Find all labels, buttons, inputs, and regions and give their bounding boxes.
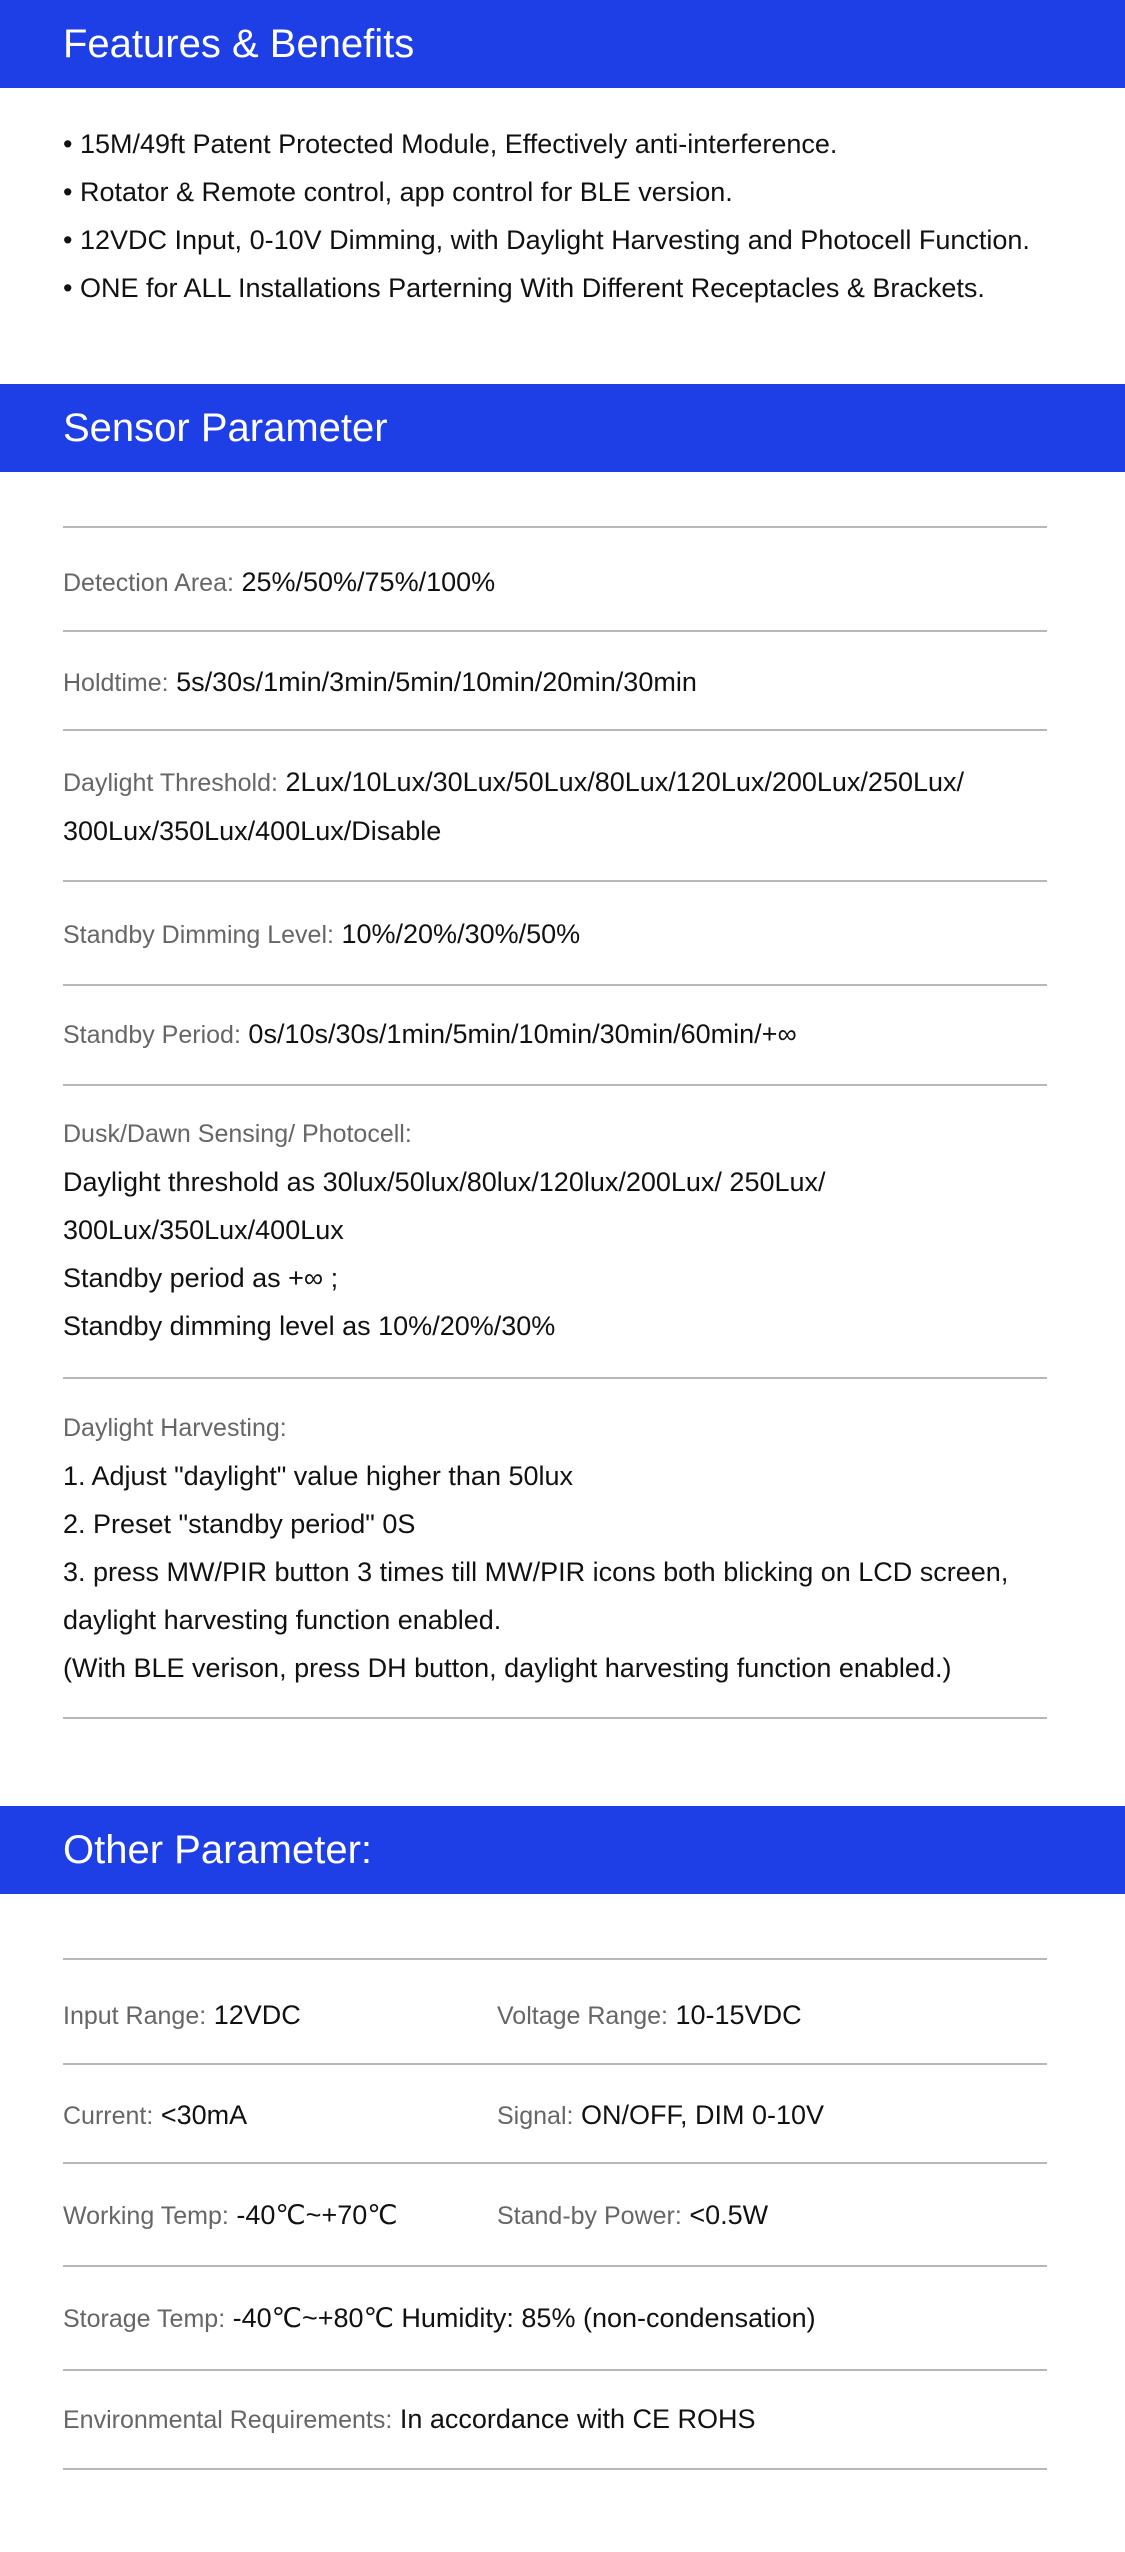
divider: [63, 630, 1047, 632]
environmental-value: In accordance with CE ROHS: [399, 2404, 756, 2434]
working-temp-label: Working Temp:: [63, 2202, 229, 2230]
current-signal-row: [63, 2091, 1053, 2140]
feature-item: • 15M/49ft Patent Protected Module, Effectively anti-interference.: [63, 120, 1063, 168]
standby-period-value: 0s/10s/30s/1min/5min/10min/30min/60min/+∞: [248, 1019, 797, 1049]
daylight-harvesting-label: Daylight Harvesting:: [63, 1414, 287, 1442]
daylight-threshold-label: Daylight Threshold:: [63, 769, 278, 797]
detection-area-label: Detection Area:: [63, 569, 234, 597]
holdtime-row: [63, 658, 1053, 707]
daylight-threshold-row: [63, 758, 1053, 855]
signal-label: Signal:: [497, 2102, 574, 2130]
environmental-label: Environmental Requirements:: [63, 2406, 393, 2434]
temp-power-row: [63, 2191, 1053, 2240]
features-banner: [0, 0, 1125, 88]
detection-area-row: [63, 558, 1053, 607]
input-range-value: 12VDC: [213, 2000, 301, 2030]
divider: [63, 2369, 1047, 2371]
divider: [63, 2162, 1047, 2164]
dusk-dawn-line: Daylight threshold as 30lux/50lux/80lux/120lux/200Lux/ 250Lux/: [63, 1167, 826, 1197]
daylight-harvesting-line: 3. press MW/PIR button 3 times till MW/PIR icons both blicking on LCD screen,: [63, 1557, 1009, 1587]
divider: [63, 880, 1047, 882]
features-title: Features & Benefits: [63, 22, 415, 66]
dusk-dawn-line: 300Lux/350Lux/400Lux: [63, 1215, 344, 1245]
daylight-threshold-value-line1: 2Lux/10Lux/30Lux/50Lux/80Lux/120Lux/200Lux/250Lux/: [285, 767, 965, 797]
holdtime-label: Holdtime:: [63, 669, 169, 697]
divider: [63, 1084, 1047, 1086]
signal-value: ON/OFF, DIM 0-10V: [580, 2100, 825, 2130]
current-value: <30mA: [160, 2100, 248, 2130]
input-voltage-row: [63, 1991, 1053, 2040]
standby-period-row: [63, 1010, 1053, 1059]
dusk-dawn-label: Dusk/Dawn Sensing/ Photocell:: [63, 1120, 412, 1148]
dusk-dawn-line: Standby dimming level as 10%/20%/30%: [63, 1311, 556, 1341]
storage-temp-row: [63, 2294, 1053, 2343]
standby-power-value: <0.5W: [689, 2200, 769, 2230]
dusk-dawn-line: Standby period as +∞ ;: [63, 1263, 339, 1293]
voltage-range-value: 10-15VDC: [675, 2000, 802, 2030]
input-range-label: Input Range:: [63, 2002, 207, 2030]
holdtime-value: 5s/30s/1min/3min/5min/10min/20min/30min: [176, 667, 697, 697]
daylight-harvesting-line: 1. Adjust "daylight" value higher than 50lux: [63, 1461, 574, 1491]
dusk-dawn-row: [63, 1110, 1053, 1350]
divider: [63, 1717, 1047, 1719]
other-banner: [0, 1806, 1125, 1894]
divider: [63, 526, 1047, 528]
voltage-range-label: Voltage Range:: [497, 2002, 668, 2030]
daylight-harvesting-line: daylight harvesting function enabled.: [63, 1605, 502, 1635]
storage-temp-value: -40℃~+80℃ Humidity: 85% (non-condensation): [232, 2303, 816, 2333]
feature-item: • ONE for ALL Installations Parterning With Different Receptacles & Brackets.: [63, 264, 1063, 312]
divider: [63, 2468, 1047, 2470]
sensor-title: Sensor Parameter: [63, 406, 388, 450]
detection-area-value: 25%/50%/75%/100%: [241, 567, 496, 597]
divider: [63, 2063, 1047, 2065]
daylight-harvesting-line: (With BLE verison, press DH button, daylight harvesting function enabled.): [63, 1653, 952, 1683]
standby-dimming-row: [63, 910, 1053, 959]
feature-item: • 12VDC Input, 0-10V Dimming, with Daylight Harvesting and Photocell Function.: [63, 216, 1063, 264]
daylight-threshold-value-line2: 300Lux/350Lux/400Lux/Disable: [63, 816, 442, 846]
daylight-harvesting-row: [63, 1404, 1053, 1692]
standby-period-label: Standby Period:: [63, 1021, 241, 1049]
working-temp-value: -40℃~+70℃: [236, 2200, 398, 2230]
other-title: Other Parameter:: [63, 1828, 373, 1872]
divider: [63, 1958, 1047, 1960]
storage-temp-label: Storage Temp:: [63, 2305, 226, 2333]
standby-dimming-label: Standby Dimming Level:: [63, 921, 334, 949]
sensor-banner: [0, 384, 1125, 472]
environmental-row: [63, 2395, 1053, 2444]
divider: [63, 1377, 1047, 1379]
daylight-harvesting-line: 2. Preset "standby period" 0S: [63, 1509, 416, 1539]
divider: [63, 729, 1047, 731]
feature-item: • Rotator & Remote control, app control for BLE version.: [63, 168, 1063, 216]
standby-power-label: Stand-by Power:: [497, 2202, 682, 2230]
standby-dimming-value: 10%/20%/30%/50%: [341, 919, 581, 949]
divider: [63, 2265, 1047, 2267]
features-list: [63, 120, 1063, 312]
current-label: Current:: [63, 2102, 154, 2130]
divider: [63, 984, 1047, 986]
